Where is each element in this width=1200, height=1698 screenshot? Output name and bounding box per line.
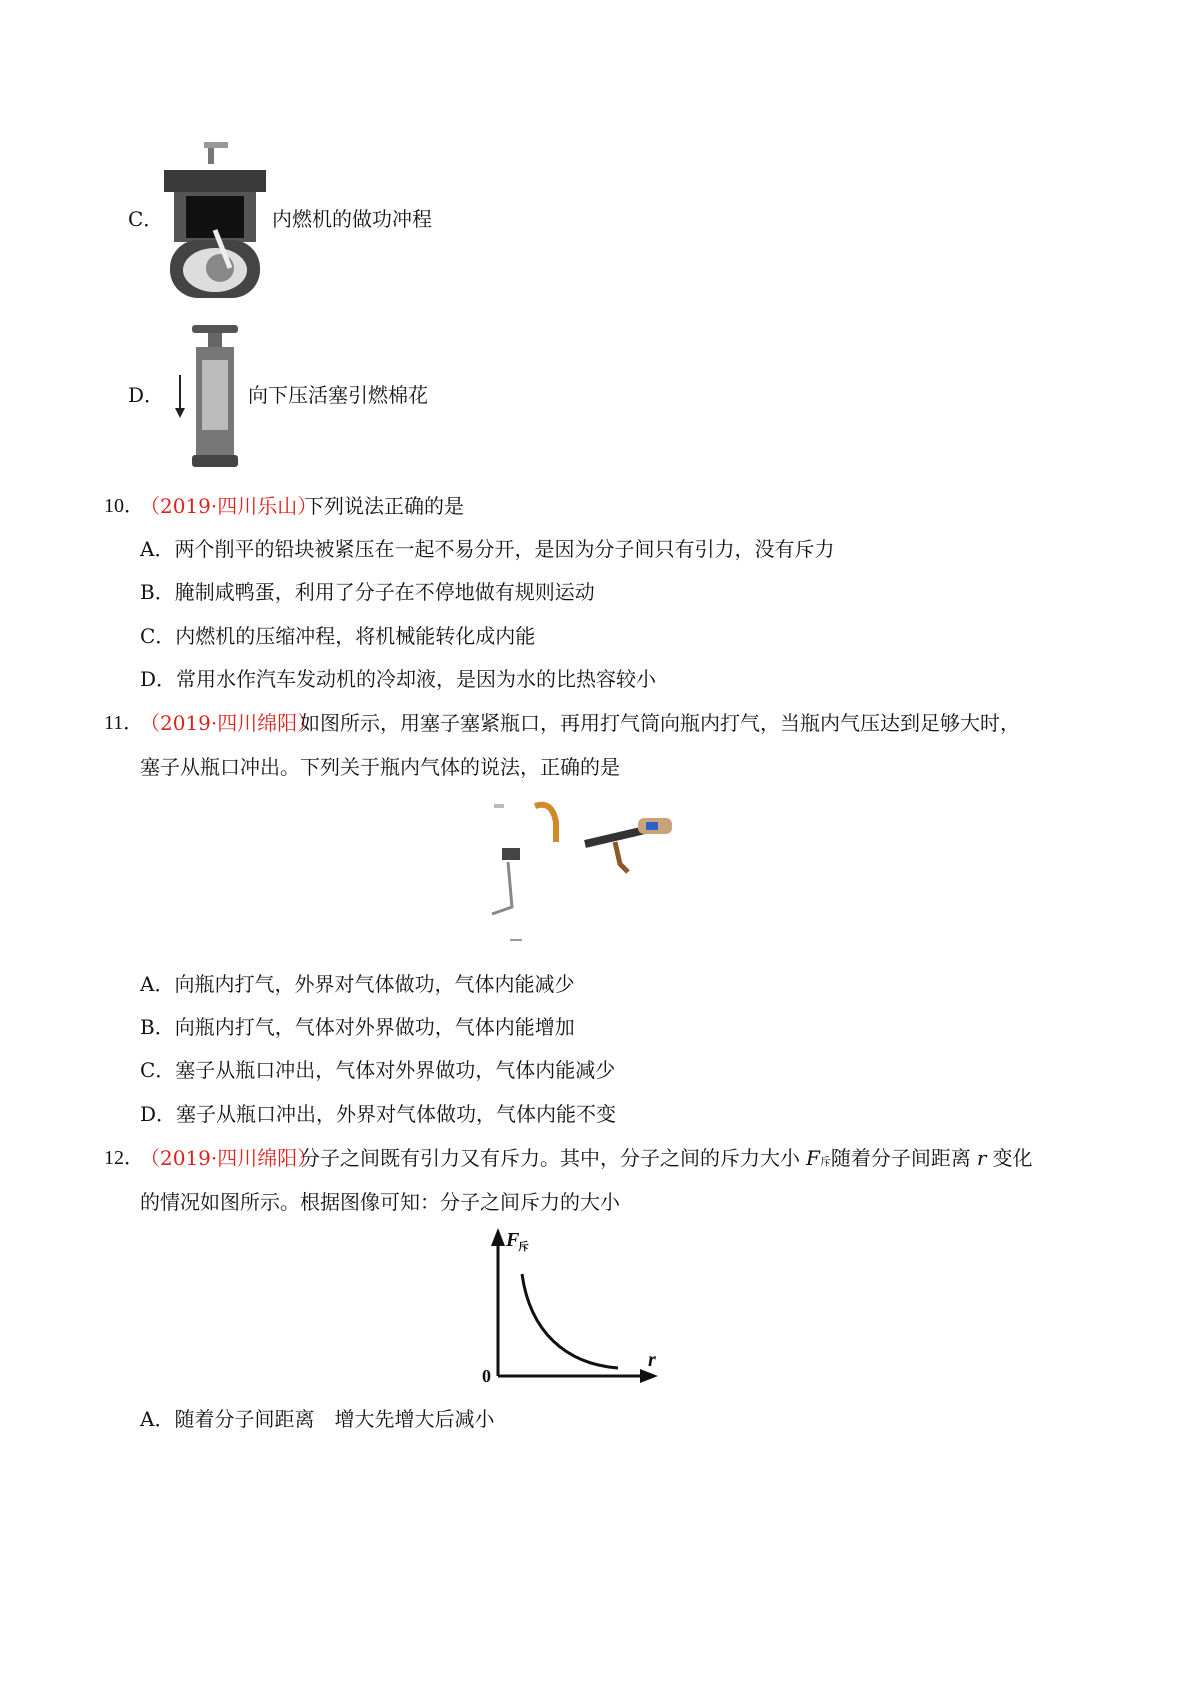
option-d-letter: D． [128,383,165,407]
q12-stem-line1: 分子之间既有引力又有斥力。其中，分子之间的斥力大小 F斥随着分子间距离 r 变化 [300,1146,1033,1170]
y-axis-arrow [491,1228,505,1246]
q10-stem: 下列说法正确的是 [304,494,464,518]
q12-number: 12． [104,1147,144,1169]
q11-option-d: D．塞子从瓶口冲出，外界对气体做功，气体内能不变 [140,1102,617,1126]
repulsion-curve [522,1274,618,1368]
q11-source: （2019·四川绵阳） [140,711,318,735]
q11-option-b: B．向瓶内打气，气体对外界做功，气体内能增加 [140,1015,575,1039]
q12-stem-line2: 的情况如图所示。根据图像可知：分子之间斥力的大小 [140,1190,620,1214]
x-axis-label: r [648,1349,656,1371]
y-axis-label: F [506,1229,520,1251]
q10-option-c: C．内燃机的压缩冲程，将机械能转化成内能 [140,624,536,648]
q10-number: 10． [104,495,144,517]
q12-source: （2019·四川绵阳） [140,1146,318,1170]
q12-option-a: A．随着分子间距离 增大先增大后减小 [140,1407,495,1431]
q11-number: 11． [104,712,144,734]
engine-power-stroke-image [160,140,270,302]
origin-label: 0 [482,1366,491,1386]
x-axis-arrow [640,1369,658,1383]
piston-cotton-image [170,320,245,470]
q10-option-a: A．两个削平的铅块被紧压在一起不易分开，是因为分子间只有引力，没有斥力 [140,537,835,561]
q11-stem-line1: 如图所示，用塞子塞紧瓶口，再用打气筒向瓶内打气，当瓶内气压达到足够大时， [300,711,1020,735]
q11-option-a: A．向瓶内打气，外界对气体做功，气体内能减少 [140,972,575,996]
q11-option-c: C．塞子从瓶口冲出，气体对外界做功，气体内能减少 [140,1058,616,1082]
repulsion-force-graph [474,1222,674,1392]
q10-source: （2019·四川乐山） [140,494,318,518]
q11-stem-line2: 塞子从瓶口冲出。下列关于瓶内气体的说法，正确的是 [140,755,620,779]
bottle-pump-image [480,792,680,950]
q10-option-b: B．腌制咸鸭蛋，利用了分子在不停地做有规则运动 [140,580,595,604]
option-c-text: 内燃机的做功冲程 [272,207,432,231]
q10-option-d: D．常用水作汽车发动机的冷却液，是因为水的比热容较小 [140,667,657,691]
option-d-text: 向下压活塞引燃棉花 [248,383,428,407]
y-axis-sub: 斥 [518,1240,529,1253]
option-c-letter: C． [128,207,164,231]
